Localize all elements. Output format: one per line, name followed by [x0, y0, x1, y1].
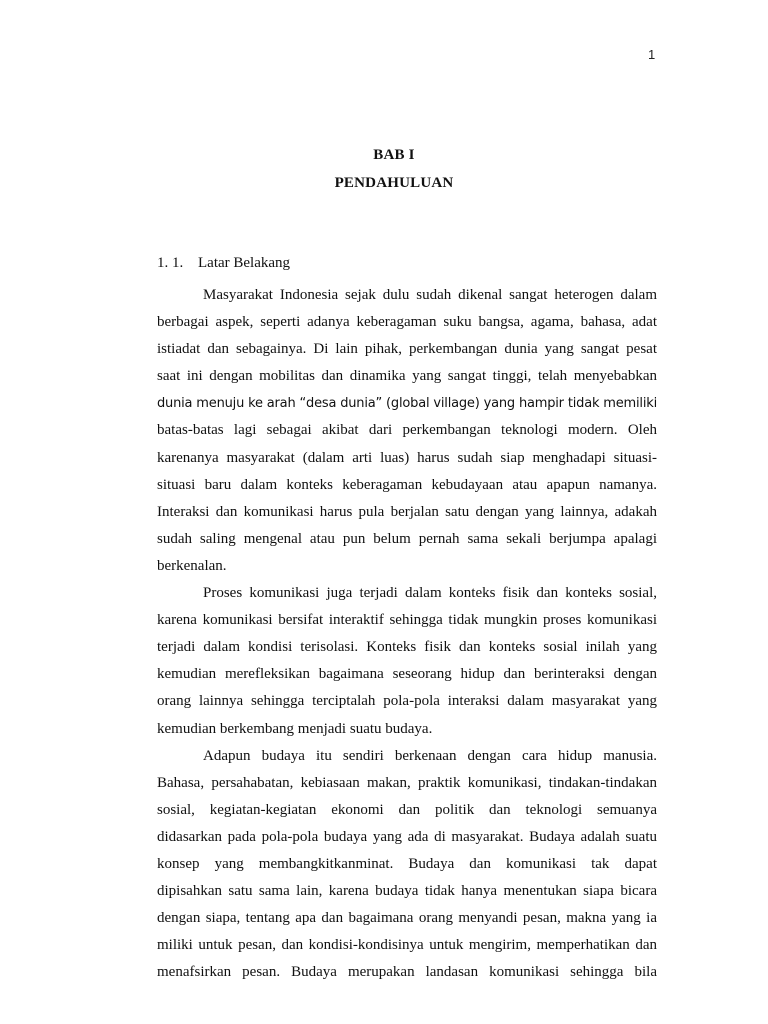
body-text [157, 282, 657, 986]
text-line: kemudian merefleksikan bagaimana seseorang hidup dan berinteraksi dengan [157, 666, 657, 683]
text-line: miliki untuk pesan, dan kondisi-kondisinya untuk mengirim, memperhatikan dan [157, 937, 657, 954]
text-line: kemudian berkembang menjadi suatu budaya. [157, 720, 433, 737]
text-line: batas-batas lagi sebagai akibat dari perkembangan teknologi modern. Oleh [157, 422, 657, 439]
text-line: dengan siapa, tentang apa dan bagaimana orang menyandi pesan, makna yang ia [157, 910, 657, 927]
text-line: terjadi dalam kondisi terisolasi. Konteks fisik dan konteks sosial inilah yang [157, 639, 657, 656]
text-line: Bahasa, persahabatan, kebiasaan makan, praktik komunikasi, tindakan-tindakan [157, 774, 657, 791]
text-line: Adapun budaya itu sendiri berkenaan dengan cara hidup manusia. [203, 747, 657, 764]
text-line: sosial, kegiatan-kegiatan ekonomi dan politik dan teknologi semuanya [157, 801, 657, 818]
text-line: Proses komunikasi juga terjadi dalam konteks fisik dan konteks sosial, [203, 585, 657, 602]
text-line: berbagai aspek, seperti adanya keberagaman suku bangsa, agama, bahasa, adat [157, 314, 657, 331]
text-line: berkenalan. [157, 557, 227, 574]
section-number: 1. 1. [157, 255, 184, 271]
section-heading [157, 255, 290, 272]
text-line: saat ini dengan mobilitas dan dinamika yang sangat tinggi, telah menyebabkan [157, 368, 657, 385]
text-line: menafsirkan pesan. Budaya merupakan landasan komunikasi sehingga bila [157, 964, 657, 981]
text-line: situasi baru dalam konteks keberagaman kebudayaan atau apapun namanya. [157, 476, 657, 493]
page-number: 1 [648, 47, 656, 62]
chapter-title: PENDAHULUAN [334, 175, 454, 191]
text-line: Interaksi dan komunikasi harus pula berjalan satu dengan yang lainnya, adakah [157, 503, 657, 520]
text-line: dunia menuju ke arah “desa dunia” (global village) yang hampir tidak memiliki [157, 396, 657, 412]
text-line: didasarkan pada pola-pola budaya yang ada di masyarakat. Budaya adalah suatu [157, 828, 657, 845]
text-line: istiadat dan sebagainya. Di lain pihak, perkembangan dunia yang sangat pesat [157, 341, 657, 358]
chapter-number: BAB I [373, 147, 415, 163]
text-line: karena komunikasi bersifat interaktif sehingga tidak mungkin proses komunikasi [157, 612, 657, 629]
text-line: orang lainnya sehingga terciptalah pola-pola interaksi dalam masyarakat yang [157, 693, 657, 710]
text-line: sudah saling mengenal atau pun belum pernah sama sekali berjumpa apalagi [157, 530, 657, 547]
text-line: karenanya masyarakat (dalam arti luas) harus sudah siap menghadapi situasi- [157, 449, 657, 466]
text-line: konsep yang membangkitkanminat. Budaya dan komunikasi tak dapat [157, 855, 657, 872]
section-title: Latar Belakang [198, 255, 291, 271]
text-line: dipisahkan satu sama lain, karena budaya tidak hanya menentukan siapa bicara [157, 883, 657, 900]
text-line: Masyarakat Indonesia sejak dulu sudah dikenal sangat heterogen dalam [203, 287, 657, 303]
